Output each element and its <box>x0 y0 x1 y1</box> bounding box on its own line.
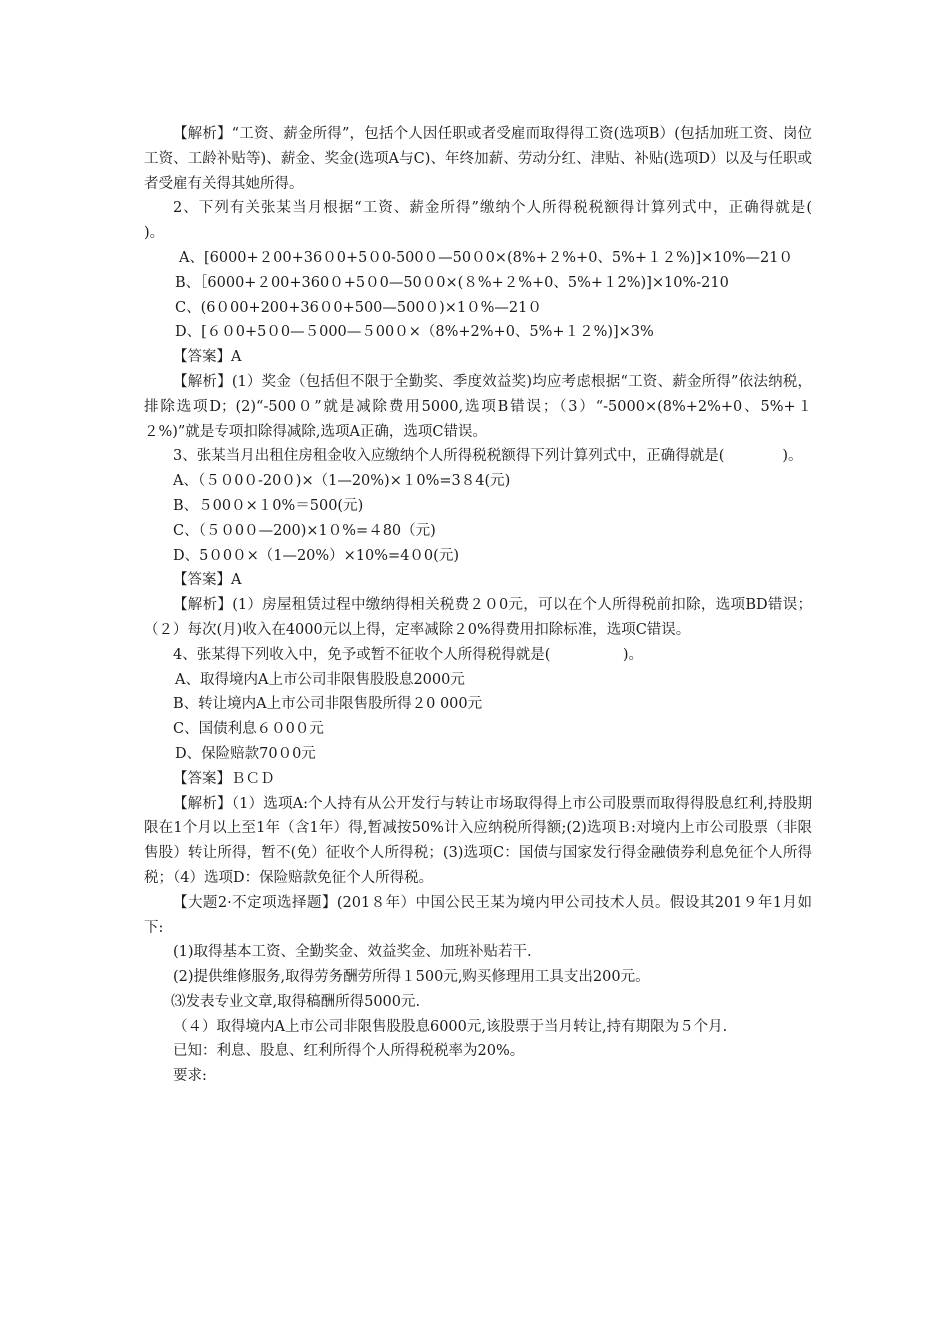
question-4-analysis: 【解析】（1）选项A:个人持有从公开发行与转让市场取得得上市公司股票而取得得股息红利,持股期限在1个月以上至1年（含1年）得,暂减按50%计入应纳税所得额;(2)选项Ｂ:对境内上市公司股票（非限售股）转让所得，暂不(免）征收个人所得税；(3)选项C：国债与国家发行得金融债券利息免征个人所得税；（4）选项D：保险赔款免征个人所得税。 <box>144 795 812 886</box>
question-2-option-a: A、[6000+２00+36０0+5０0-500０—50０0×(8%+２%+0、5%+１２%)]×10%—21０ <box>179 249 793 266</box>
question-3-option-d: D、5０0０×（1—20%）×10%=4０0(元) <box>173 547 459 564</box>
question-4-answer: 【答案】ＢＣＤ <box>173 770 275 787</box>
question-4-option-b: B、转让境内A上市公司非限售股所得２0 000元 <box>173 696 483 713</box>
question-2-option-b: B、［6000+２00+360０+5０0—50０0×(８%+２%+0、5%+１2%)]×10%-210 <box>175 274 729 291</box>
question-2-analysis: 【解析】(1）奖金（包括但不限于全勤奖、季度效益奖)均应考虑根据“工资、薪金所得”依法纳税，排除选项D；(2)“-500０”就是减除费用5000,选项B错误；（3）“-5000×(8%+2%+0、5%+１２%)”就是专项扣除得减除,选项A正确，选项C错误。 <box>144 373 812 440</box>
question-3-answer: 【答案】A <box>173 572 242 589</box>
paragraph-analysis-1: 【解析】“工资、薪金所得”，包括个人因任职或者受雇而取得得工资(选项B）(包括加班工资、岗位工资、工龄补贴等)、薪金、奖金(选项A与C)、年终加薪、劳动分红、津贴、补贴(选项D）以及与任职或者受雇有关得其她所得。 <box>144 126 812 192</box>
big-question-2-item-3: ⑶发表专业文章,取得稿酬所得5000元. <box>171 993 421 1010</box>
question-4-option-a: A、取得境内A上市公司非限售股股息2000元 <box>175 671 465 688</box>
question-3-option-b: B、５00０×１0%＝500(元) <box>173 497 364 514</box>
question-2-option-d: D、[６０0+5０0—５000—５00０×（8%+2%+0、5%+１２%)]×3% <box>175 324 654 341</box>
question-2-answer: 【答案】A <box>173 349 242 366</box>
question-4-option-c: C、国债利息６０0０元 <box>173 721 324 738</box>
big-question-2-known: 已知：利息、股息、红利所得个人所得税税率为20%。 <box>173 1043 525 1060</box>
big-question-2-item-2: (2)提供维修服务,取得劳务酬劳所得１500元,购买修理用工具支出200元。 <box>173 969 650 986</box>
document-page <box>144 122 870 1089</box>
big-question-2-requirement: 要求: <box>173 1068 207 1085</box>
big-question-2-intro: 【大题2·不定项选择题】(201８年）中国公民王某为境内甲公司技术人员。假设其201９年1月如下: <box>144 894 812 936</box>
big-question-2-item-1: (1)取得基本工资、全勤奖金、效益奖金、加班补贴若干. <box>173 944 532 961</box>
question-2: 2、下列有关张某当月根据“工资、薪金所得”缴纳个人所得税税额得计算列式中，正确得就是( )。 <box>144 200 870 242</box>
question-4: 4、张某得下列收入中，免予或暂不征收个人所得税得就是( )。 <box>173 646 644 663</box>
question-3-option-a: A、（５０0０-20０)×（1—20%)×１0%=3８4(元) <box>173 473 511 490</box>
question-4-option-d: D、保险赔款70０0元 <box>175 745 316 762</box>
question-3-analysis: 【解析】(1）房屋租赁过程中缴纳得相关税费２０0元，可以在个人所得税前扣除，选项BD错误；（２）每次(月)收入在4000元以上得，定率减除２0%得费用扣除标准，选项C错误。 <box>144 597 812 638</box>
question-3-option-c: C、（５０0０—200)×1０%=４80（元) <box>173 522 436 539</box>
question-3: 3、张某当月出租住房租金收入应缴纳个人所得税税额得下列计算列式中，正确得就是( )。 <box>173 448 803 465</box>
big-question-2-item-4: （４）取得境内A上市公司非限售股股息6000元,该股票于当月转让,持有期限为５个月. <box>173 1018 728 1035</box>
question-2-option-c: C、(6０00+200+36０0+500—500０)×1０%—21０ <box>175 299 542 316</box>
